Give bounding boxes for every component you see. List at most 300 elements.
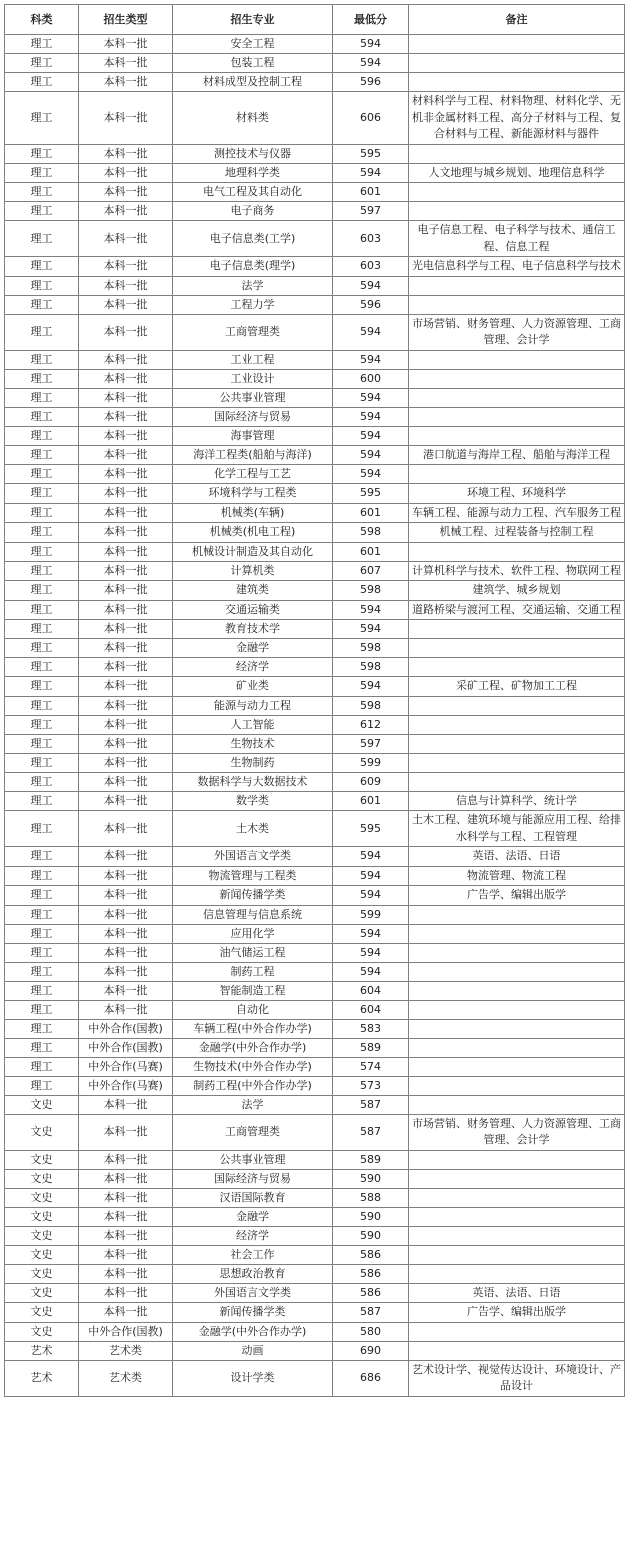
- table-row: [5, 54, 625, 73]
- notes-cell: [409, 772, 625, 791]
- admission-type-cell: 本科一批: [79, 1245, 173, 1264]
- notes-cell: 计算机科学与技术、软件工程、物联网工程: [409, 561, 625, 581]
- category-cell: 理工: [5, 791, 79, 811]
- notes-cell: 电子信息工程、电子科学与技术、通信工程、信息工程: [409, 221, 625, 257]
- min-score-cell: 597: [333, 734, 409, 753]
- min-score-cell: 590: [333, 1207, 409, 1226]
- admission-type-cell: 本科一批: [79, 221, 173, 257]
- category-cell: 理工: [5, 561, 79, 581]
- min-score-cell: 594: [333, 35, 409, 54]
- category-cell: 理工: [5, 202, 79, 221]
- notes-cell: 采矿工程、矿物加工工程: [409, 677, 625, 697]
- admission-type-cell: 本科一批: [79, 465, 173, 484]
- admission-type-cell: 本科一批: [79, 847, 173, 867]
- category-cell: 理工: [5, 962, 79, 981]
- min-score-cell: 594: [333, 445, 409, 465]
- admission-type-cell: 本科一批: [79, 144, 173, 163]
- notes-cell: [409, 202, 625, 221]
- notes-cell: [409, 369, 625, 388]
- admission-type-cell: 本科一批: [79, 1095, 173, 1114]
- category-cell: 理工: [5, 677, 79, 697]
- category-cell: 理工: [5, 696, 79, 715]
- admission-type-cell: 本科一批: [79, 734, 173, 753]
- category-cell: 理工: [5, 734, 79, 753]
- table-row: [5, 811, 625, 847]
- table-row: [5, 581, 625, 601]
- table-row: [5, 257, 625, 277]
- table-row: [5, 202, 625, 221]
- table-row: [5, 163, 625, 183]
- notes-cell: [409, 388, 625, 407]
- admission-type-cell: 本科一批: [79, 523, 173, 543]
- header-category: 科类: [5, 5, 79, 35]
- notes-cell: 材料科学与工程、材料物理、材料化学、无机非金属材料工程、高分子材料与工程、复合材料与工程、新能源材料与器件: [409, 92, 625, 145]
- admission-score-table: [4, 4, 625, 1397]
- major-cell: 机械类(车辆): [173, 503, 333, 523]
- category-cell: 文史: [5, 1322, 79, 1341]
- admission-type-cell: 本科一批: [79, 388, 173, 407]
- category-cell: 理工: [5, 886, 79, 906]
- major-cell: 经济学: [173, 658, 333, 677]
- major-cell: 交通运输类: [173, 600, 333, 620]
- category-cell: 理工: [5, 924, 79, 943]
- admission-type-cell: 本科一批: [79, 295, 173, 314]
- notes-cell: [409, 715, 625, 734]
- major-cell: 生物技术: [173, 734, 333, 753]
- table-row: [5, 1095, 625, 1114]
- major-cell: 汉语国际教育: [173, 1188, 333, 1207]
- min-score-cell: 594: [333, 866, 409, 886]
- category-cell: 理工: [5, 221, 79, 257]
- notes-cell: [409, 183, 625, 202]
- notes-cell: 艺术设计学、视觉传达设计、环境设计、产品设计: [409, 1360, 625, 1396]
- category-cell: 理工: [5, 905, 79, 924]
- min-score-cell: 600: [333, 369, 409, 388]
- table-row: [5, 905, 625, 924]
- admission-type-cell: 中外合作(国教): [79, 1322, 173, 1341]
- table-row: [5, 1019, 625, 1038]
- notes-cell: 建筑学、城乡规划: [409, 581, 625, 601]
- notes-cell: 港口航道与海岸工程、船舶与海洋工程: [409, 445, 625, 465]
- table-row: [5, 1114, 625, 1150]
- category-cell: 理工: [5, 92, 79, 145]
- category-cell: 理工: [5, 1057, 79, 1076]
- major-cell: 安全工程: [173, 35, 333, 54]
- table-row: [5, 1169, 625, 1188]
- min-score-cell: 594: [333, 314, 409, 350]
- major-cell: 数学类: [173, 791, 333, 811]
- min-score-cell: 594: [333, 388, 409, 407]
- table-row: [5, 314, 625, 350]
- admission-type-cell: 本科一批: [79, 791, 173, 811]
- major-cell: 土木类: [173, 811, 333, 847]
- notes-cell: 人文地理与城乡规划、地理信息科学: [409, 163, 625, 183]
- min-score-cell: 594: [333, 54, 409, 73]
- category-cell: 理工: [5, 314, 79, 350]
- admission-type-cell: 本科一批: [79, 696, 173, 715]
- min-score-cell: 587: [333, 1303, 409, 1323]
- table-row: [5, 73, 625, 92]
- min-score-cell: 590: [333, 1169, 409, 1188]
- table-row: [5, 561, 625, 581]
- min-score-cell: 599: [333, 905, 409, 924]
- admission-type-cell: 本科一批: [79, 620, 173, 639]
- min-score-cell: 607: [333, 561, 409, 581]
- min-score-cell: 594: [333, 620, 409, 639]
- major-cell: 人工智能: [173, 715, 333, 734]
- table-row: [5, 1303, 625, 1323]
- major-cell: 设计学类: [173, 1360, 333, 1396]
- major-cell: 国际经济与贸易: [173, 1169, 333, 1188]
- table-row: [5, 1038, 625, 1057]
- major-cell: 金融学: [173, 639, 333, 658]
- category-cell: 理工: [5, 658, 79, 677]
- notes-cell: 广告学、编辑出版学: [409, 1303, 625, 1323]
- category-cell: 文史: [5, 1264, 79, 1283]
- table-row: [5, 791, 625, 811]
- category-cell: 理工: [5, 369, 79, 388]
- major-cell: 新闻传播学类: [173, 886, 333, 906]
- notes-cell: [409, 658, 625, 677]
- table-row: [5, 1264, 625, 1283]
- category-cell: 艺术: [5, 1360, 79, 1396]
- major-cell: 工业设计: [173, 369, 333, 388]
- admission-type-cell: 本科一批: [79, 677, 173, 697]
- admission-type-cell: 本科一批: [79, 445, 173, 465]
- major-cell: 金融学(中外合作办学): [173, 1322, 333, 1341]
- category-cell: 理工: [5, 144, 79, 163]
- table-row: [5, 92, 625, 145]
- major-cell: 海事管理: [173, 426, 333, 445]
- notes-cell: [409, 276, 625, 295]
- admission-type-cell: 本科一批: [79, 981, 173, 1000]
- admission-type-cell: 本科一批: [79, 581, 173, 601]
- admission-type-cell: 本科一批: [79, 503, 173, 523]
- category-cell: 理工: [5, 639, 79, 658]
- min-score-cell: 594: [333, 886, 409, 906]
- notes-cell: 英语、法语、日语: [409, 1283, 625, 1303]
- major-cell: 电子信息类(理学): [173, 257, 333, 277]
- category-cell: 理工: [5, 163, 79, 183]
- major-cell: 测控技术与仪器: [173, 144, 333, 163]
- admission-type-cell: 中外合作(马赛): [79, 1057, 173, 1076]
- major-cell: 思想政治教育: [173, 1264, 333, 1283]
- notes-cell: [409, 1341, 625, 1360]
- notes-cell: 机械工程、过程装备与控制工程: [409, 523, 625, 543]
- major-cell: 公共事业管理: [173, 1150, 333, 1169]
- notes-cell: [409, 73, 625, 92]
- table-row: [5, 620, 625, 639]
- category-cell: 理工: [5, 465, 79, 484]
- min-score-cell: 598: [333, 581, 409, 601]
- min-score-cell: 612: [333, 715, 409, 734]
- notes-cell: [409, 1076, 625, 1095]
- notes-cell: [409, 350, 625, 369]
- admission-type-cell: 本科一批: [79, 905, 173, 924]
- major-cell: 机械类(机电工程): [173, 523, 333, 543]
- category-cell: 理工: [5, 257, 79, 277]
- min-score-cell: 598: [333, 658, 409, 677]
- major-cell: 包装工程: [173, 54, 333, 73]
- notes-cell: [409, 407, 625, 426]
- notes-cell: [409, 1264, 625, 1283]
- major-cell: 电子商务: [173, 202, 333, 221]
- admission-type-cell: 本科一批: [79, 962, 173, 981]
- admission-type-cell: 本科一批: [79, 1226, 173, 1245]
- category-cell: 理工: [5, 847, 79, 867]
- notes-cell: [409, 542, 625, 561]
- table-row: [5, 465, 625, 484]
- table-row: [5, 696, 625, 715]
- notes-cell: [409, 1038, 625, 1057]
- major-cell: 电气工程及其自动化: [173, 183, 333, 202]
- notes-cell: [409, 1188, 625, 1207]
- notes-cell: [409, 1207, 625, 1226]
- major-cell: 车辆工程(中外合作办学): [173, 1019, 333, 1038]
- major-cell: 金融学(中外合作办学): [173, 1038, 333, 1057]
- category-cell: 理工: [5, 866, 79, 886]
- major-cell: 公共事业管理: [173, 388, 333, 407]
- category-cell: 理工: [5, 54, 79, 73]
- admission-type-cell: 本科一批: [79, 542, 173, 561]
- major-cell: 经济学: [173, 1226, 333, 1245]
- table-row: [5, 1000, 625, 1019]
- category-cell: 理工: [5, 542, 79, 561]
- admission-type-cell: 本科一批: [79, 1000, 173, 1019]
- table-row: [5, 753, 625, 772]
- major-cell: 计算机类: [173, 561, 333, 581]
- table-row: [5, 1341, 625, 1360]
- notes-cell: [409, 639, 625, 658]
- category-cell: 文史: [5, 1226, 79, 1245]
- min-score-cell: 573: [333, 1076, 409, 1095]
- min-score-cell: 594: [333, 677, 409, 697]
- min-score-cell: 601: [333, 183, 409, 202]
- category-cell: 文史: [5, 1095, 79, 1114]
- min-score-cell: 595: [333, 811, 409, 847]
- min-score-cell: 594: [333, 847, 409, 867]
- table-row: [5, 183, 625, 202]
- min-score-cell: 589: [333, 1038, 409, 1057]
- min-score-cell: 604: [333, 1000, 409, 1019]
- category-cell: 理工: [5, 276, 79, 295]
- admission-type-cell: 本科一批: [79, 753, 173, 772]
- table-row: [5, 847, 625, 867]
- admission-type-cell: 本科一批: [79, 202, 173, 221]
- major-cell: 矿业类: [173, 677, 333, 697]
- table-row: [5, 221, 625, 257]
- table-row: [5, 350, 625, 369]
- min-score-cell: 586: [333, 1264, 409, 1283]
- table-row: [5, 1150, 625, 1169]
- major-cell: 外国语言文学类: [173, 847, 333, 867]
- min-score-cell: 594: [333, 407, 409, 426]
- category-cell: 理工: [5, 350, 79, 369]
- notes-cell: [409, 981, 625, 1000]
- notes-cell: 道路桥梁与渡河工程、交通运输、交通工程: [409, 600, 625, 620]
- table-row: [5, 1207, 625, 1226]
- table-row: [5, 369, 625, 388]
- min-score-cell: 595: [333, 484, 409, 504]
- table-row: [5, 677, 625, 697]
- table-row: [5, 600, 625, 620]
- min-score-cell: 594: [333, 465, 409, 484]
- table-header-row: [5, 5, 625, 35]
- header-min-score: 最低分: [333, 5, 409, 35]
- table-row: [5, 658, 625, 677]
- notes-cell: 光电信息科学与工程、电子信息科学与技术: [409, 257, 625, 277]
- notes-cell: [409, 696, 625, 715]
- major-cell: 信息管理与信息系统: [173, 905, 333, 924]
- min-score-cell: 587: [333, 1095, 409, 1114]
- notes-cell: [409, 426, 625, 445]
- notes-cell: [409, 1057, 625, 1076]
- admission-type-cell: 本科一批: [79, 407, 173, 426]
- notes-cell: [409, 1322, 625, 1341]
- min-score-cell: 594: [333, 350, 409, 369]
- table-row: [5, 445, 625, 465]
- min-score-cell: 594: [333, 163, 409, 183]
- min-score-cell: 596: [333, 295, 409, 314]
- category-cell: 文史: [5, 1283, 79, 1303]
- notes-cell: 市场营销、财务管理、人力资源管理、工商管理、会计学: [409, 1114, 625, 1150]
- table-row: [5, 1245, 625, 1264]
- category-cell: 理工: [5, 943, 79, 962]
- major-cell: 机械设计制造及其自动化: [173, 542, 333, 561]
- notes-cell: [409, 962, 625, 981]
- min-score-cell: 690: [333, 1341, 409, 1360]
- category-cell: 理工: [5, 484, 79, 504]
- notes-cell: [409, 465, 625, 484]
- category-cell: 理工: [5, 523, 79, 543]
- notes-cell: [409, 1000, 625, 1019]
- major-cell: 国际经济与贸易: [173, 407, 333, 426]
- min-score-cell: 586: [333, 1245, 409, 1264]
- category-cell: 理工: [5, 426, 79, 445]
- admission-type-cell: 本科一批: [79, 639, 173, 658]
- category-cell: 理工: [5, 35, 79, 54]
- min-score-cell: 587: [333, 1114, 409, 1150]
- min-score-cell: 580: [333, 1322, 409, 1341]
- category-cell: 文史: [5, 1114, 79, 1150]
- major-cell: 自动化: [173, 1000, 333, 1019]
- admission-type-cell: 本科一批: [79, 943, 173, 962]
- admission-type-cell: 中外合作(马赛): [79, 1076, 173, 1095]
- min-score-cell: 574: [333, 1057, 409, 1076]
- notes-cell: [409, 35, 625, 54]
- admission-type-cell: 本科一批: [79, 1283, 173, 1303]
- category-cell: 理工: [5, 1000, 79, 1019]
- major-cell: 外国语言文学类: [173, 1283, 333, 1303]
- table-row: [5, 1226, 625, 1245]
- table-row: [5, 734, 625, 753]
- major-cell: 制药工程(中外合作办学): [173, 1076, 333, 1095]
- major-cell: 地理科学类: [173, 163, 333, 183]
- table-row: [5, 886, 625, 906]
- admission-type-cell: 本科一批: [79, 1169, 173, 1188]
- min-score-cell: 599: [333, 753, 409, 772]
- min-score-cell: 606: [333, 92, 409, 145]
- table-row: [5, 943, 625, 962]
- major-cell: 工商管理类: [173, 1114, 333, 1150]
- major-cell: 教育技术学: [173, 620, 333, 639]
- notes-cell: [409, 1226, 625, 1245]
- admission-type-cell: 本科一批: [79, 54, 173, 73]
- major-cell: 工商管理类: [173, 314, 333, 350]
- min-score-cell: 595: [333, 144, 409, 163]
- major-cell: 社会工作: [173, 1245, 333, 1264]
- notes-cell: [409, 1245, 625, 1264]
- category-cell: 理工: [5, 772, 79, 791]
- table-row: [5, 1076, 625, 1095]
- min-score-cell: 594: [333, 276, 409, 295]
- min-score-cell: 586: [333, 1283, 409, 1303]
- notes-cell: 信息与计算科学、统计学: [409, 791, 625, 811]
- admission-type-cell: 中外合作(国教): [79, 1038, 173, 1057]
- admission-type-cell: 本科一批: [79, 1188, 173, 1207]
- admission-type-cell: 艺术类: [79, 1360, 173, 1396]
- major-cell: 法学: [173, 1095, 333, 1114]
- admission-type-cell: 本科一批: [79, 1264, 173, 1283]
- category-cell: 理工: [5, 73, 79, 92]
- admission-type-cell: 本科一批: [79, 658, 173, 677]
- notes-cell: 物流管理、物流工程: [409, 866, 625, 886]
- notes-cell: [409, 905, 625, 924]
- notes-cell: 车辆工程、能源与动力工程、汽车服务工程: [409, 503, 625, 523]
- major-cell: 材料类: [173, 92, 333, 145]
- major-cell: 油气储运工程: [173, 943, 333, 962]
- category-cell: 理工: [5, 183, 79, 202]
- notes-cell: [409, 924, 625, 943]
- admission-type-cell: 本科一批: [79, 276, 173, 295]
- category-cell: 理工: [5, 715, 79, 734]
- min-score-cell: 594: [333, 426, 409, 445]
- min-score-cell: 609: [333, 772, 409, 791]
- notes-cell: [409, 1095, 625, 1114]
- admission-type-cell: 中外合作(国教): [79, 1019, 173, 1038]
- min-score-cell: 594: [333, 600, 409, 620]
- table-row: [5, 35, 625, 54]
- admission-type-cell: 本科一批: [79, 715, 173, 734]
- table-row: [5, 276, 625, 295]
- table-row: [5, 981, 625, 1000]
- min-score-cell: 601: [333, 791, 409, 811]
- min-score-cell: 601: [333, 542, 409, 561]
- major-cell: 材料成型及控制工程: [173, 73, 333, 92]
- admission-type-cell: 本科一批: [79, 600, 173, 620]
- header-admission-type: 招生类型: [79, 5, 173, 35]
- table-row: [5, 144, 625, 163]
- table-row: [5, 388, 625, 407]
- category-cell: 理工: [5, 753, 79, 772]
- major-cell: 制药工程: [173, 962, 333, 981]
- category-cell: 理工: [5, 981, 79, 1000]
- major-cell: 金融学: [173, 1207, 333, 1226]
- min-score-cell: 589: [333, 1150, 409, 1169]
- min-score-cell: 686: [333, 1360, 409, 1396]
- table-row: [5, 1322, 625, 1341]
- admission-type-cell: 本科一批: [79, 257, 173, 277]
- table-row: [5, 866, 625, 886]
- header-major: 招生专业: [173, 5, 333, 35]
- admission-type-cell: 本科一批: [79, 92, 173, 145]
- min-score-cell: 583: [333, 1019, 409, 1038]
- category-cell: 文史: [5, 1303, 79, 1323]
- major-cell: 工程力学: [173, 295, 333, 314]
- major-cell: 物流管理与工程类: [173, 866, 333, 886]
- table-row: [5, 924, 625, 943]
- min-score-cell: 603: [333, 221, 409, 257]
